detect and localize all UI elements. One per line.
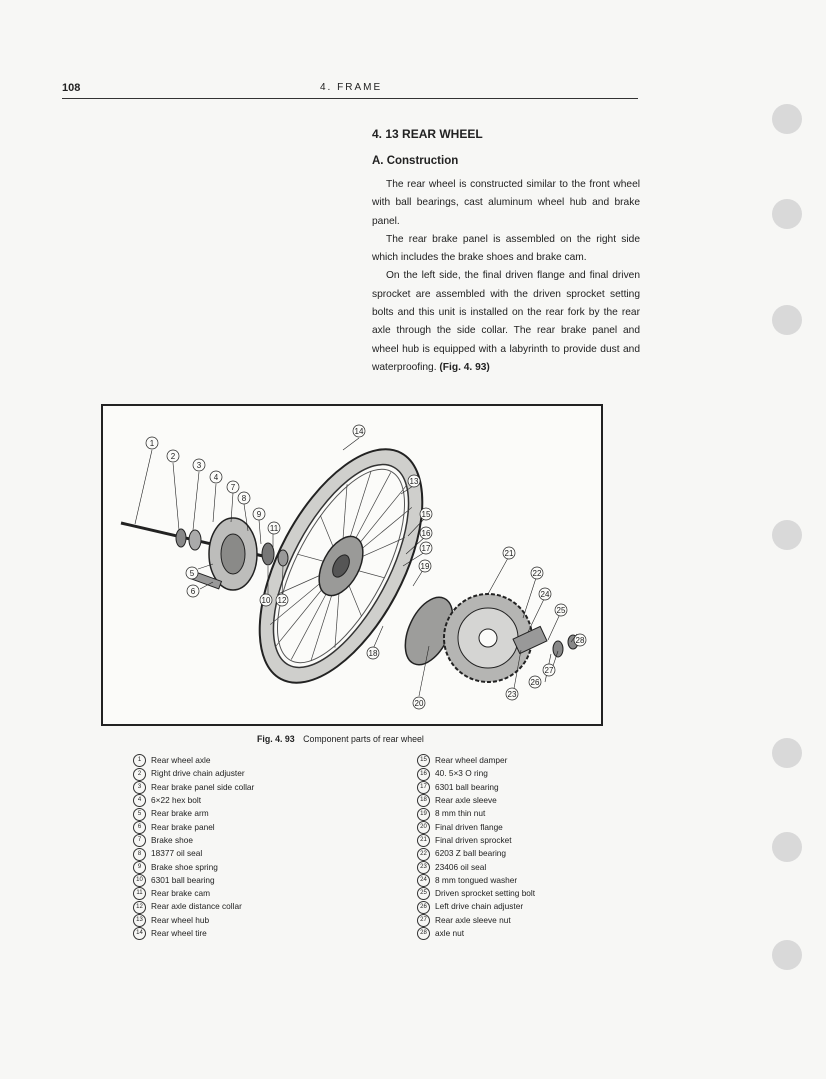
paragraph-text: On the left side, the final driven flange and final driven sprocket are assembled with the driven sprocket setting bolts and this unit is installed on the rear fork by the rear axle through the side collar. The rear brake panel and wheel hub is equipped with a labyrinth to provide dust and waterproofing. [372,270,640,373]
callout-21 [503,547,515,559]
legend-item: 14 Rear wheel tire [133,927,254,940]
callout-24 [539,588,551,600]
callout-26 [529,676,541,688]
callout-1 [146,437,158,449]
legend-item: 5 Rear brake arm [133,807,254,820]
callout-11 [268,522,280,534]
paragraph: The rear brake panel is assembled on the right side which includes the brake shoes and brake cam. [372,233,640,264]
callout-23 [506,688,518,700]
callout-20 [413,697,425,709]
legend-item: 23 23406 oil seal [417,861,535,874]
callout-12 [276,594,288,606]
legend-item: 25 Driven sprocket setting bolt [417,887,535,900]
rear-wheel-drawing [103,406,601,724]
legend-item: 28 axle nut [417,927,535,940]
callout-25 [555,604,567,616]
legend-item: 17 6301 ball bearing [417,781,535,794]
binder-hole [772,104,802,134]
svg-text:2: 2 [170,452,176,461]
svg-text:26: 26 [530,678,540,687]
callout-13 [408,475,420,487]
svg-text:28: 28 [575,636,585,645]
page-number: 108 [62,82,81,94]
callout-7 [227,481,239,493]
legend-item: 6 Rear brake panel [133,821,254,834]
callout-14 [353,425,365,437]
svg-text:3: 3 [196,461,202,470]
legend-item: 10 6301 ball bearing [133,874,254,887]
svg-text:1: 1 [149,439,155,448]
svg-text:9: 9 [256,510,262,519]
binder-hole [772,305,802,335]
svg-text:22: 22 [532,569,542,578]
binder-hole [772,738,802,768]
svg-text:16: 16 [421,529,431,538]
svg-text:4: 4 [213,473,219,482]
legend-item: 12 Rear axle distance collar [133,900,254,913]
svg-text:8: 8 [241,494,247,503]
figure-caption-text: Component parts of rear wheel [303,734,424,744]
legend-item: 20 Final driven flange [417,821,535,834]
svg-text:17: 17 [421,544,431,553]
legend-item: 21 Final driven sprocket [417,834,535,847]
legend-item: 13 Rear wheel hub [133,914,254,927]
svg-text:13: 13 [409,477,419,486]
parts-legend-left [133,754,254,940]
legend-item: 7 Brake shoe [133,834,254,847]
callout-15 [420,508,432,520]
legend-item: 26 Left drive chain adjuster [417,900,535,913]
binder-hole [772,199,802,229]
callout-28 [574,634,586,646]
legend-item: 16 40. 5×3 O ring [417,767,535,780]
legend-item: 27 Rear axle sleeve nut [417,914,535,927]
svg-text:6: 6 [190,587,196,596]
paragraph: The rear wheel is constructed similar to the front wheel with ball bearings, cast aluminum wheel hub and brake panel. [372,179,640,227]
legend-item: 19 8 mm thin nut [417,807,535,820]
legend-item: 1 Rear wheel axle [133,754,254,767]
svg-text:12: 12 [277,596,287,605]
legend-item: 3 Rear brake panel side collar [133,781,254,794]
svg-text:10: 10 [261,596,271,605]
binder-hole [772,832,802,862]
legend-item: 4 6×22 hex bolt [133,794,254,807]
callout-8 [238,492,250,504]
callout-18 [367,647,379,659]
legend-item: 11 Rear brake cam [133,887,254,900]
svg-text:23: 23 [507,690,517,699]
svg-text:5: 5 [189,569,195,578]
body-text [372,176,640,377]
legend-item: 24 8 mm tongued washer [417,874,535,887]
svg-text:18: 18 [368,649,378,658]
legend-item: 22 6203 Z ball bearing [417,847,535,860]
parts-legend-right [417,754,535,940]
figure-reference: (Fig. 4. 93) [439,361,490,373]
svg-text:15: 15 [421,510,431,519]
binder-hole [772,520,802,550]
svg-text:19: 19 [420,562,430,571]
callout-22 [531,567,543,579]
callout-6 [187,585,199,597]
svg-text:20: 20 [414,699,424,708]
callout-5 [186,567,198,579]
callout-10 [260,594,272,606]
callout-4 [210,471,222,483]
legend-item: 18 Rear axle sleeve [417,794,535,807]
svg-text:25: 25 [556,606,566,615]
exploded-view-figure [101,404,603,726]
callout-27 [543,664,555,676]
callout-3 [193,459,205,471]
section-title: 4. 13 REAR WHEEL [372,127,483,141]
callout-9 [253,508,265,520]
paragraph [372,267,640,377]
legend-item: 8 18377 oil seal [133,847,254,860]
running-header: 4. FRAME [320,82,383,93]
svg-text:14: 14 [354,427,364,436]
legend-item: 15 Rear wheel damper [417,754,535,767]
svg-text:24: 24 [540,590,550,599]
figure-caption [257,734,424,744]
legend-item: 2 Right drive chain adjuster [133,767,254,780]
svg-text:7: 7 [230,483,236,492]
binder-hole [772,940,802,970]
page-header [62,82,638,99]
svg-text:27: 27 [544,666,554,675]
svg-text:11: 11 [269,524,279,533]
callout-2 [167,450,179,462]
subsection-title: A. Construction [372,155,459,167]
legend-item: 9 Brake shoe spring [133,861,254,874]
svg-text:21: 21 [504,549,514,558]
callout-19 [419,560,431,572]
callout-17 [420,542,432,554]
figure-number: Fig. 4. 93 [257,734,295,744]
callout-16 [420,527,432,539]
